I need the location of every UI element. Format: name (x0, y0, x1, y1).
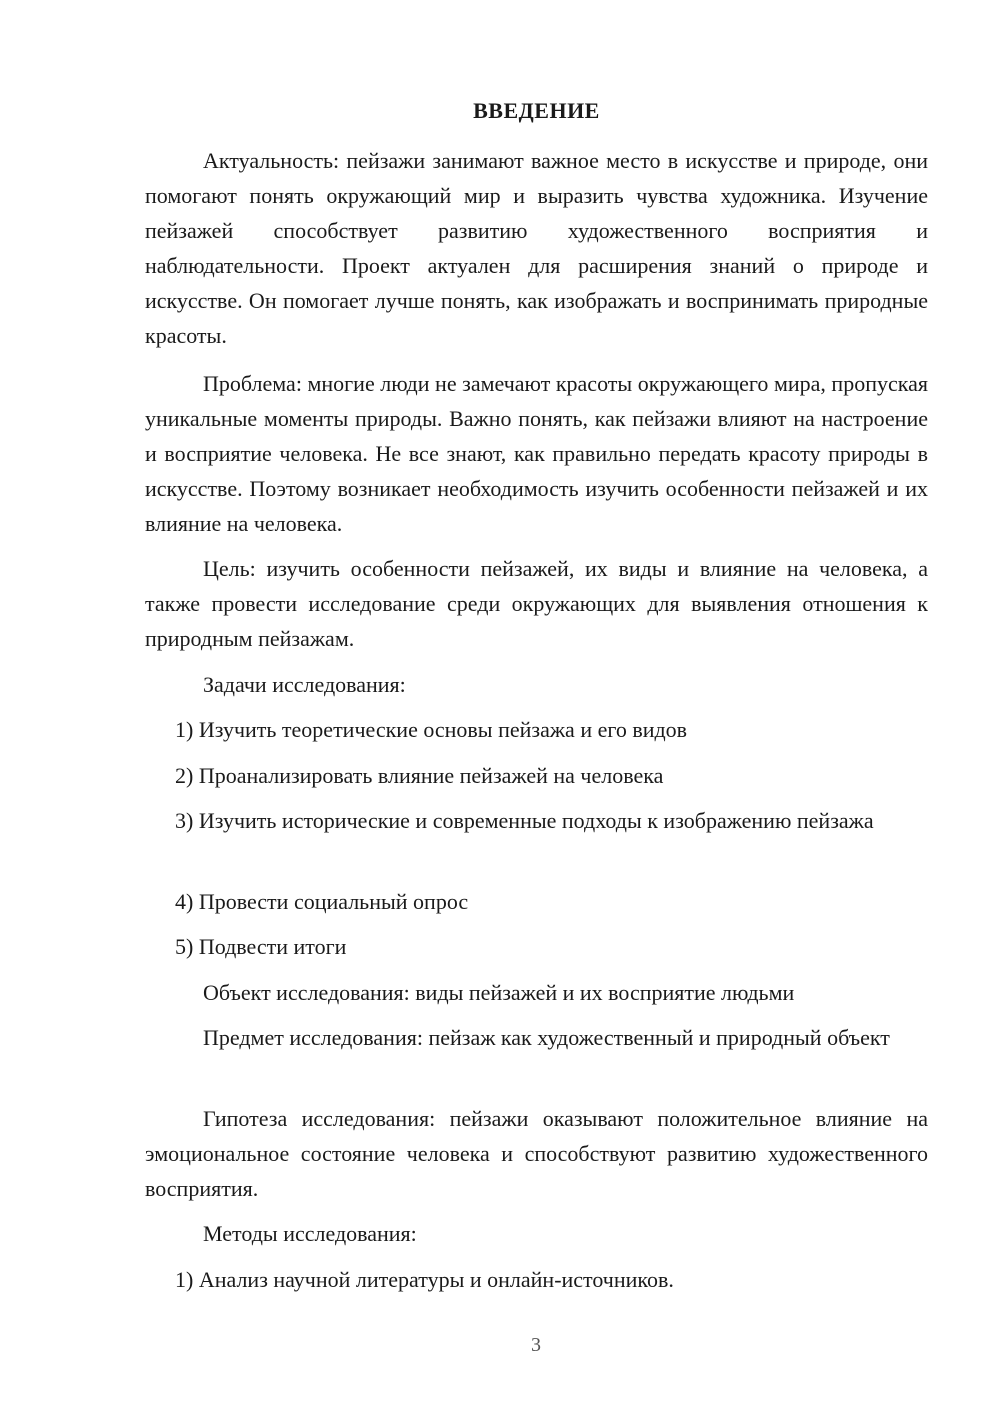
tasks-heading: Задачи исследования: (203, 672, 406, 697)
hypothesis-paragraph: Гипотеза исследования: пейзажи оказывают положительное влияние на эмоциональное состояние человека и способствуют развитию художественного восприятия. (145, 1106, 928, 1201)
relevance-paragraph: Актуальность: пейзажи занимают важное место в искусстве и природе, они помогают понять окружающий мир и выразить чувства художника. Изучение пейзажей способствует развитию художественного восприятия и наблюдательности. Проект актуален для расширения знаний о природе и искусстве. Он помогает лучше понять, как изображать и воспринимать природные красоты. (145, 148, 928, 348)
object-paragraph: Объект исследования: виды пейзажей и их восприятие людьми (203, 980, 795, 1005)
method-item-1: 1) Анализ научной литературы и онлайн-источников. (175, 1267, 674, 1292)
task-item-2: 2) Проанализировать влияние пейзажей на человека (175, 763, 664, 788)
problem-paragraph: Проблема: многие люди не замечают красоты окружающего мира, пропуская уникальные моменты природы. Важно понять, как пейзажи влияют на настроение и восприятие человека. Не все знают, как правильно передать красоту природы в искусстве. Поэтому возникает необходимость изучить особенности пейзажей и их влияние на человека. (145, 371, 928, 536)
task-item-5: 5) Подвести итоги (175, 934, 347, 959)
page-number: 3 (531, 1334, 541, 1356)
methods-heading: Методы исследования: (203, 1221, 417, 1246)
task-item-1: 1) Изучить теоретические основы пейзажа и его видов (175, 717, 688, 742)
subject-paragraph: Предмет исследования: пейзаж как художественный и природный объект (203, 1025, 890, 1050)
task-item-3: 3) Изучить исторические и современные подходы к изображению пейзажа (175, 808, 874, 833)
goal-paragraph: Цель: изучить особенности пейзажей, их виды и влияние на человека, а также провести исследование среди окружающих для выявления отношения к природным пейзажам. (145, 556, 928, 651)
section-heading: ВВЕДЕНИЕ (473, 98, 600, 123)
task-item-4: 4) Провести социальный опрос (175, 889, 469, 914)
